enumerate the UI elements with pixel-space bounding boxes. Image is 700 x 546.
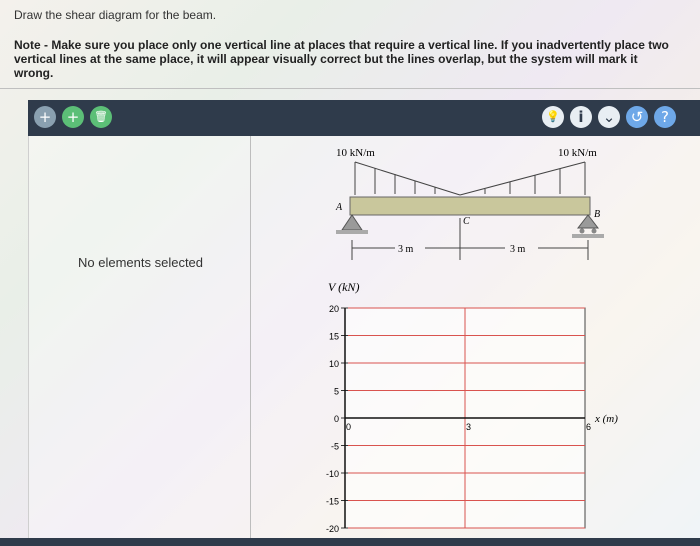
y-tick-label: 0 bbox=[333, 414, 339, 424]
note-text: Note - Make sure you place only one vertical line at places that require a vertical line. If you inadvertently place two vertical lines at the same place, it will appear visually correct but the lines overlap, but the system will mark it wrong. bbox=[14, 38, 669, 80]
chart-grid-layer bbox=[326, 304, 618, 534]
panel-divider bbox=[250, 136, 251, 544]
toolbar bbox=[28, 100, 700, 136]
label-b: B bbox=[594, 209, 601, 220]
vertex-tool-button[interactable]: + bbox=[34, 106, 56, 128]
help-icon: ? bbox=[661, 108, 669, 126]
pin-support-a bbox=[336, 215, 368, 234]
trash-button[interactable] bbox=[90, 106, 112, 128]
load-left-label: 10 kN/m bbox=[336, 147, 375, 159]
hint-button[interactable] bbox=[542, 106, 564, 128]
y-tick-label: 20 bbox=[328, 304, 339, 314]
trash-icon: 🗑 bbox=[94, 110, 108, 123]
y-tick-label: -10 bbox=[325, 469, 339, 479]
y-tick-label: -5 bbox=[330, 441, 339, 452]
x-axis-label: x (m) bbox=[595, 413, 618, 425]
label-c: C bbox=[463, 216, 470, 227]
beam-diagram bbox=[300, 140, 640, 265]
y-tick-label: -15 bbox=[325, 496, 339, 507]
y-tick-label: 10 bbox=[328, 359, 339, 369]
dimension-lines bbox=[352, 218, 588, 260]
y-tick-label: -20 bbox=[325, 524, 339, 534]
dim-left-label: 3 m bbox=[398, 244, 414, 255]
lightbulb-icon: 💡 bbox=[546, 110, 560, 123]
label-a: A bbox=[336, 202, 343, 213]
reset-icon: ↺ bbox=[630, 108, 644, 126]
y-tick-label: 15 bbox=[328, 331, 339, 342]
dim-right-label: 3 m bbox=[510, 244, 526, 255]
toggle-button[interactable] bbox=[598, 106, 620, 128]
add-button[interactable]: + bbox=[62, 106, 84, 128]
prompt-text: Draw the shear diagram for the beam. bbox=[14, 8, 217, 22]
help-button[interactable] bbox=[654, 106, 676, 128]
distributed-load bbox=[355, 162, 585, 195]
divider-line bbox=[0, 88, 700, 89]
chevron-down-icon: ⌄ bbox=[602, 108, 616, 126]
bottom-bar bbox=[0, 538, 700, 546]
info-icon: i bbox=[578, 108, 584, 126]
x-tick-label: 3 bbox=[466, 422, 472, 432]
y-axis-label: V (kN) bbox=[328, 280, 360, 294]
y-tick-label: 5 bbox=[333, 386, 339, 397]
x-tick-label: 0 bbox=[346, 422, 352, 432]
beam bbox=[350, 197, 590, 215]
load-right-label: 10 kN/m bbox=[558, 147, 597, 159]
selection-status: No elements selected bbox=[78, 255, 204, 270]
shear-chart[interactable] bbox=[300, 275, 645, 535]
x-tick-label: 6 bbox=[586, 422, 592, 432]
reset-button[interactable] bbox=[626, 106, 648, 128]
info-button[interactable] bbox=[570, 106, 592, 128]
